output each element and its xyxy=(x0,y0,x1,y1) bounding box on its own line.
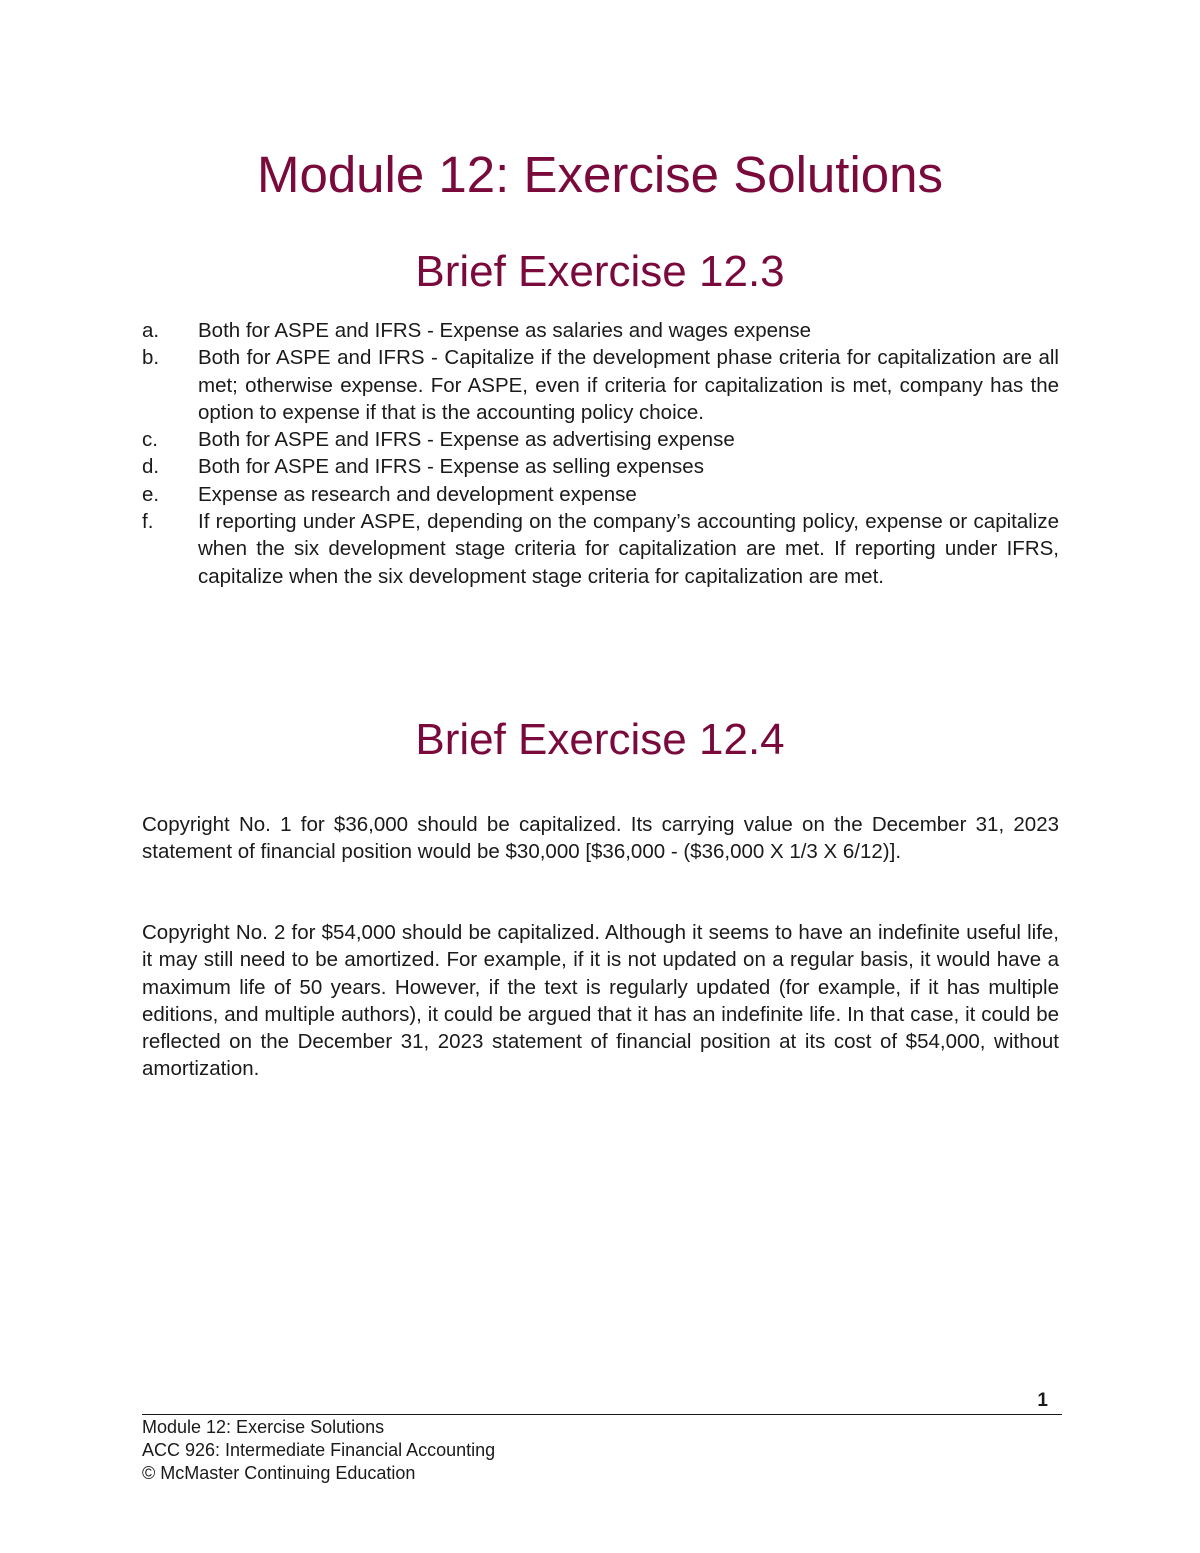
list-marker: e. xyxy=(142,482,160,506)
list-marker: f. xyxy=(142,510,154,534)
list-item xyxy=(142,344,1059,426)
footer-course-module: Module 12: Exercise Solutions xyxy=(142,1417,385,1437)
list-item xyxy=(142,453,1059,480)
list-marker: c. xyxy=(142,428,158,452)
list-item-text: Expense as research and development expense xyxy=(198,482,637,506)
list-item xyxy=(142,481,1059,508)
list-item-text: Both for ASPE and IFRS - Expense as selling expenses xyxy=(198,455,704,479)
list-item-text: If reporting under ASPE, depending on the company’s accounting policy, expense or capitalize when the six development stage criteria for capitalization are met. If reporting under IFRS, capitalize when the six development stage criteria for capitalization are met. xyxy=(198,510,1059,588)
list-item xyxy=(142,317,1059,344)
page-footer xyxy=(142,1416,495,1485)
list-item xyxy=(142,426,1059,453)
page-title: Module 12: Exercise Solutions xyxy=(256,146,944,203)
copyright-1-paragraph: Copyright No. 1 for $36,000 should be capitalized. Its carrying value on the December 31, 2023 statement of financial position would be $30,000 [$36,000 - ($36,000 X 1/3 X 6/12)]. xyxy=(142,813,1059,864)
copyright-2-paragraph: Copyright No. 2 for $54,000 should be capitalized. Although it seems to have an indefinite useful life, it may still need to be amortized. For example, if it is not updated on a regular basis, it would have a maximum life of 50 years. However, if the text is regularly updated (for example, if it has multiple editions, and multiple authors), it could be argued that it has an indefinite life. In that case, it could be reflected on the December 31, 2023 statement of financial position at its cost of $54,000, without amortization. xyxy=(142,921,1059,1081)
page-number: 1 xyxy=(1037,1390,1048,1411)
list-marker: b. xyxy=(142,346,160,370)
list-item-text: Both for ASPE and IFRS - Expense as advertising expense xyxy=(198,428,735,452)
list-marker: a. xyxy=(142,319,160,342)
section-heading-12-4: Brief Exercise 12.4 xyxy=(415,715,785,764)
list-item-text: Both for ASPE and IFRS - Capitalize if the development phase criteria for capitalization are all met; otherwise expense. For ASPE, even if criteria for capitalization is met, company has the option to expense if that is the accounting policy choice. xyxy=(198,346,1059,424)
footer-copyright: © McMaster Continuing Education xyxy=(142,1463,416,1483)
footer-divider xyxy=(142,1414,1062,1415)
list-item-text: Both for ASPE and IFRS - Expense as salaries and wages expense xyxy=(198,319,812,342)
answer-list-12-3 xyxy=(142,317,1059,590)
footer-course-name: ACC 926: Intermediate Financial Accounting xyxy=(142,1440,496,1460)
section-heading-12-3: Brief Exercise 12.3 xyxy=(415,247,785,296)
list-marker: d. xyxy=(142,455,160,479)
list-item xyxy=(142,508,1059,590)
